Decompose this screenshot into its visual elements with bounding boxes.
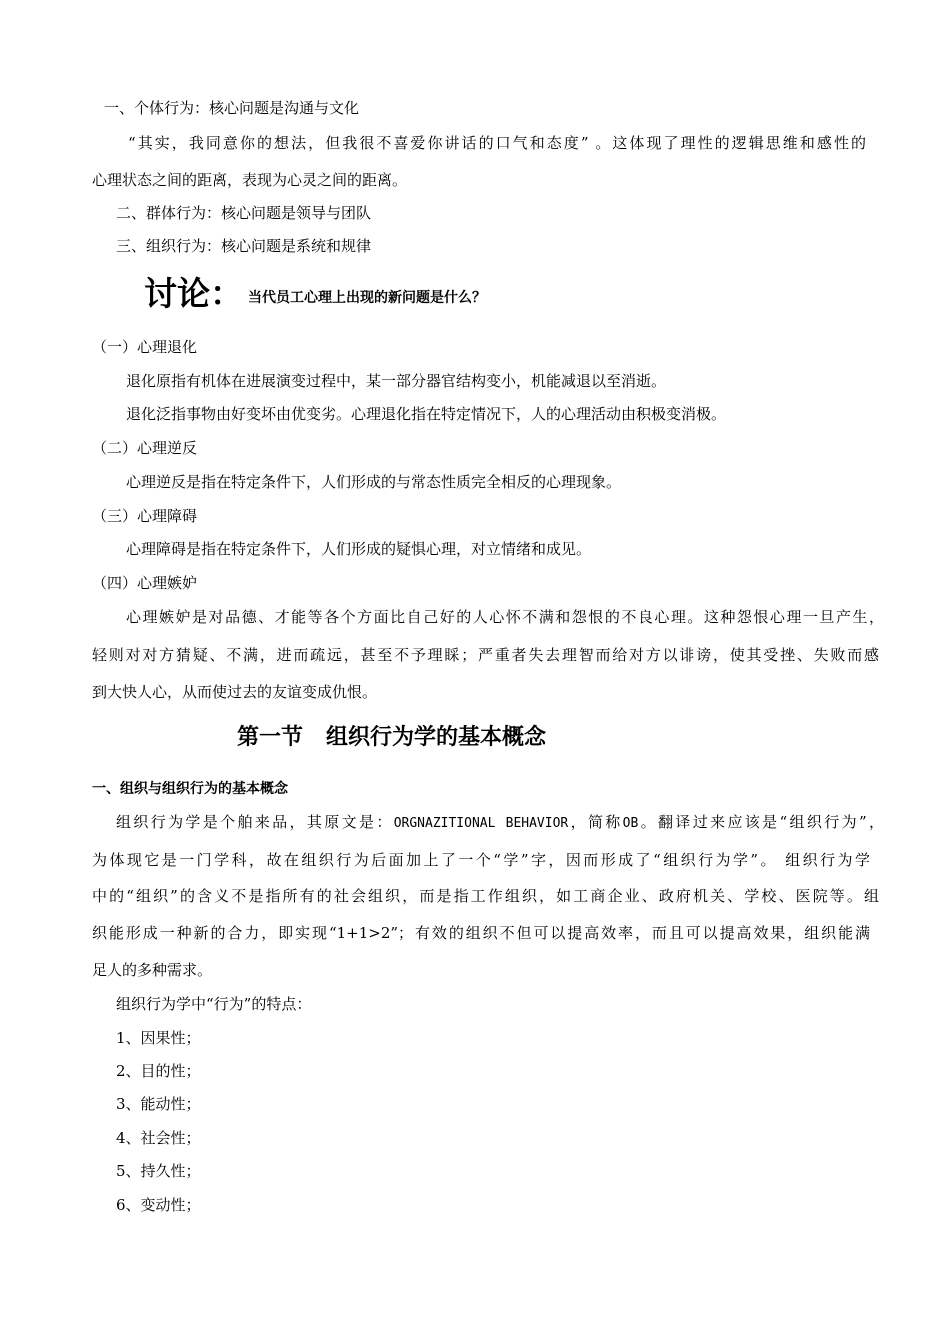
paragraph-ob-abbr: OB: [622, 816, 639, 831]
item-jealousy-line3: 到大快人心，从而使过去的友谊变成仇恨。: [92, 683, 378, 701]
paragraph-ob-text-e: 。翻译过来应该是“组织行为”，: [638, 813, 884, 831]
item-regression-line1: 退化原指有机体在进展演变过程中，某一部分器官结构变小，机能减退以至消逝。: [126, 372, 667, 390]
section-subtitle: 一、组织与组织行为的基本概念: [92, 781, 288, 797]
heading-group-behavior: 二、群体行为：核心问题是领导与团队: [116, 204, 372, 222]
feature-item: 2、目的性；: [116, 1062, 201, 1080]
item-jealousy-title: （四）心理嫉妒: [92, 574, 198, 592]
paragraph-quote-line2: 心理状态之间的距离，表现为心灵之间的距离。: [92, 171, 408, 189]
feature-item: 6、变动性；: [116, 1196, 201, 1214]
paragraph-ob-line4: 织能形成一种新的合力，即实现“1+1>2”；有效的组织不但可以提高效率，而且可以提高效果，组织能满: [92, 924, 870, 942]
heading-individual-behavior: 一、个体行为：核心问题是沟通与文化: [104, 99, 360, 117]
paragraph-quote-line1: “其实，我同意你的想法，但我很不喜爱你讲话的口气和态度” 。这体现了理性的逻辑思维和感性的: [128, 134, 866, 152]
feature-item: 3、能动性；: [116, 1095, 201, 1113]
paragraph-ob-line2: 为体现它是一门学科，故在组织行为后面加上了一个“学”字，因而形成了“组织行为学”。 组织行为学: [92, 851, 870, 869]
paragraph-ob-line3: 中的“组织”的含义不是指所有的社会组织，而是指工作组织，如工商企业、政府机关、学校、医院等。组: [92, 887, 879, 905]
paragraph-ob-line1: [116, 812, 884, 834]
paragraph-ob-line5: 足人的多种需求。: [92, 961, 213, 979]
item-jealousy-line2: 轻则对对方猜疑、不满，进而疏远，甚至不予理睬；严重者失去理智而给对方以诽谤，使其受挫、失败而感: [92, 646, 879, 664]
item-barrier-title: （三）心理障碍: [92, 507, 198, 525]
item-regression-line2: 退化泛指事物由好变坏由优变劣。心理退化指在特定情况下，人的心理活动由积极变消极。: [126, 405, 727, 423]
item-rebellion-title: （二）心理逆反: [92, 439, 198, 457]
paragraph-ob-text-c: ，简称: [568, 813, 623, 831]
feature-item: 5、持久性；: [116, 1162, 201, 1180]
paragraph-ob-text-a: 组织行为学是个舶来品，其原文是：: [116, 813, 394, 831]
item-regression-title: （一）心理退化: [92, 338, 198, 356]
item-jealousy-line1: 心理嫉妒是对品德、才能等各个方面比自己好的人心怀不满和怨恨的不良心理。这种怨恨心理一旦产生，: [126, 608, 884, 626]
feature-item: 1、因果性；: [116, 1029, 201, 1047]
item-rebellion-line1: 心理逆反是指在特定条件下，人们形成的与常态性质完全相反的心理现象。: [126, 473, 622, 491]
features-intro: 组织行为学中“行为”的特点：: [116, 995, 312, 1013]
discussion-question: 当代员工心理上出现的新问题是什么？: [248, 290, 486, 306]
feature-item: 4、社会性；: [116, 1129, 201, 1147]
discussion-label: 讨论：: [144, 274, 243, 313]
paragraph-ob-term: ORGNAZITIONAL BEHAVIOR: [393, 816, 569, 831]
item-barrier-line1: 心理障碍是指在特定条件下，人们形成的疑惧心理，对立情绪和成见。: [126, 540, 592, 558]
section-title: 第一节 组织行为学的基本概念: [237, 725, 546, 750]
heading-organizational-behavior: 三、组织行为：核心问题是系统和规律: [116, 237, 372, 255]
